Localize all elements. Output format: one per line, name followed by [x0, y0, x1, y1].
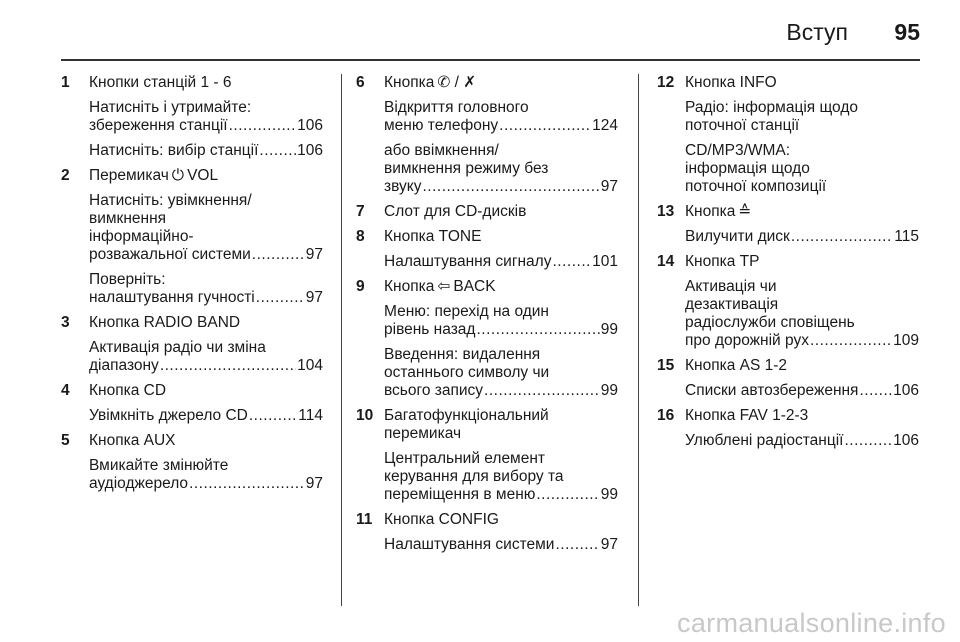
item-description — [685, 99, 919, 135]
page-reference — [384, 382, 618, 400]
reference-text: рівень назад — [384, 321, 476, 338]
item-number: 13 — [657, 203, 675, 220]
description-line: Відкриття головного — [384, 99, 529, 116]
reference-text: Вилучити диск — [685, 228, 790, 245]
item-title — [384, 228, 618, 246]
watermark[interactable]: carmanualsonline.info — [677, 608, 946, 638]
reference-text: меню телефону — [384, 117, 499, 134]
page-reference — [89, 407, 323, 425]
item-description — [89, 99, 323, 135]
description-line: радіослужби сповіщень — [685, 314, 855, 331]
legend-item — [657, 407, 919, 450]
item-number: 10 — [356, 407, 374, 424]
legend-item — [356, 511, 618, 554]
item-description — [89, 339, 323, 375]
item-title-suffix: BACK — [453, 278, 496, 295]
item-description — [384, 346, 618, 400]
reference-page[interactable]: 97 — [600, 536, 618, 553]
legend-item — [657, 203, 919, 246]
description-line: Натисніть і утримайте: — [89, 99, 252, 116]
description-line: інформаційно- — [89, 228, 194, 245]
legend-item — [61, 74, 323, 160]
description-line: CD/MP3/WMA: — [685, 142, 791, 159]
item-description — [89, 192, 323, 264]
page-reference — [685, 332, 919, 350]
page-reference — [384, 486, 618, 504]
section-title: Вступ — [786, 19, 848, 45]
item-number: 6 — [356, 74, 365, 91]
item-description — [685, 432, 919, 450]
leader-dots — [810, 332, 892, 350]
item-title — [89, 432, 323, 450]
back-arrow-icon: ⇦ — [437, 278, 451, 295]
item-title-text: Кнопка — [384, 278, 435, 295]
item-title — [685, 407, 919, 425]
leader-dots — [229, 117, 297, 135]
item-title-text: Кнопка TP — [685, 253, 760, 270]
description-line: Поверніть: — [89, 271, 166, 288]
reference-text: про дорожній рух — [685, 332, 809, 349]
item-description — [685, 382, 919, 400]
legend-item — [657, 253, 919, 350]
leader-dots — [256, 289, 305, 307]
leader-dots — [259, 142, 296, 160]
reference-text: налаштування гучності — [89, 289, 255, 306]
item-description — [384, 536, 618, 554]
item-title — [685, 253, 919, 271]
reference-page[interactable]: 106 — [297, 142, 323, 159]
item-title-text: Кнопка FAV 1-2-3 — [685, 407, 809, 424]
item-title — [384, 74, 618, 92]
item-description — [384, 303, 618, 339]
leader-dots — [552, 253, 591, 271]
item-number: 11 — [356, 511, 373, 528]
item-title — [685, 203, 919, 221]
page-reference — [384, 117, 618, 135]
column-divider — [638, 74, 639, 606]
item-title — [384, 511, 618, 529]
eject-icon: ≙ — [738, 203, 752, 220]
item-description — [384, 142, 618, 196]
description-line: дезактивація — [685, 296, 779, 313]
description-line: Натисніть: увімкнення/ — [89, 192, 252, 209]
reference-text: Улюблені радіостанції — [685, 432, 844, 449]
description-line: Меню: перехід на один — [384, 303, 549, 320]
reference-text: Налаштування системи — [384, 536, 555, 553]
leader-dots — [189, 475, 305, 493]
page-reference — [384, 536, 618, 554]
leader-dots — [791, 228, 893, 246]
item-number: 9 — [356, 278, 365, 295]
legend-item — [356, 228, 618, 271]
description-line: інформація щодо — [685, 160, 810, 177]
reference-page[interactable]: 97 — [305, 246, 323, 263]
leader-dots — [476, 321, 599, 339]
item-title-text: Кнопка INFO — [685, 74, 777, 91]
leader-dots — [499, 117, 591, 135]
item-title-text: Кнопка AUX — [89, 432, 176, 449]
page-reference — [89, 246, 323, 264]
item-title-line: Багатофункціональний — [384, 407, 549, 424]
item-number: 15 — [657, 357, 675, 374]
reference-page[interactable]: 99 — [600, 486, 618, 503]
leader-dots — [422, 178, 599, 196]
reference-text: збереження станції — [89, 117, 228, 134]
reference-page[interactable]: 104 — [297, 357, 323, 374]
reference-page[interactable]: 106 — [893, 382, 919, 399]
reference-page[interactable]: 97 — [305, 289, 323, 306]
reference-page[interactable]: 99 — [600, 382, 618, 399]
page-reference — [89, 289, 323, 307]
page-reference — [384, 253, 618, 271]
item-title-line: перемикач — [384, 425, 462, 442]
item-title-text: Перемикач — [89, 167, 169, 184]
item-description — [89, 142, 323, 160]
item-title-text: Кнопка TONE — [384, 228, 482, 245]
legend-item — [356, 407, 618, 504]
reference-page[interactable]: 124 — [592, 117, 618, 134]
reference-text: переміщення в меню — [384, 486, 536, 503]
page-reference — [685, 432, 919, 450]
column-divider — [341, 74, 342, 606]
leader-dots — [536, 486, 599, 504]
description-line: поточної станції — [685, 117, 800, 134]
description-line: останнього символу чи — [384, 364, 550, 381]
item-title — [89, 382, 323, 400]
item-title — [685, 357, 919, 375]
item-number: 2 — [61, 167, 70, 184]
page-reference — [384, 178, 618, 196]
item-description — [685, 278, 919, 350]
item-title — [89, 314, 323, 332]
power-icon: ⏻ — [171, 167, 185, 184]
reference-page[interactable]: 109 — [893, 332, 919, 349]
header-divider — [61, 59, 920, 61]
legend-item — [61, 314, 323, 375]
item-number: 1 — [61, 74, 70, 91]
item-title-text: Кнопка CONFIG — [384, 511, 499, 528]
reference-text: звуку — [384, 178, 422, 195]
column-1 — [61, 74, 323, 500]
page-number: 95 — [894, 19, 920, 45]
item-title-suffix: VOL — [187, 167, 219, 184]
description-line: Центральний елемент — [384, 450, 545, 467]
reference-page[interactable]: 106 — [297, 117, 323, 134]
page-reference — [685, 382, 919, 400]
item-number: 12 — [657, 74, 675, 91]
item-title-text: Кнопка — [685, 203, 736, 220]
reference-text: всього запису — [384, 382, 484, 399]
description-line: вимкнення — [89, 210, 167, 227]
reference-text: Увімкніть джерело CD — [89, 407, 248, 424]
item-description — [89, 407, 323, 425]
reference-page[interactable]: 99 — [600, 321, 618, 338]
item-number: 8 — [356, 228, 365, 245]
page-reference — [384, 321, 618, 339]
description-line: або ввімкнення/ — [384, 142, 499, 159]
legend-item — [61, 167, 323, 307]
reference-page[interactable]: 106 — [893, 432, 919, 449]
leader-dots — [484, 382, 600, 400]
item-description — [685, 228, 919, 246]
page-reference — [89, 475, 323, 493]
item-title — [384, 203, 618, 221]
description-line: Активація чи — [685, 278, 777, 295]
item-title-text: Слот для CD-дисків — [384, 203, 527, 220]
item-description — [384, 253, 618, 271]
item-title-text: Кнопка RADIO BAND — [89, 314, 241, 331]
reference-text: розважальної системи — [89, 246, 251, 263]
item-title-text: Кнопки станцій 1 - 6 — [89, 74, 232, 91]
page-reference — [89, 357, 323, 375]
leader-dots — [252, 246, 305, 264]
description-line: Активація радіо чи зміна — [89, 339, 266, 356]
item-description — [685, 142, 919, 196]
item-title — [384, 407, 618, 443]
leader-dots — [160, 357, 296, 375]
item-number: 16 — [657, 407, 675, 424]
item-description — [384, 450, 618, 504]
reference-text: діапазону — [89, 357, 159, 374]
page-reference — [685, 228, 919, 246]
legend-item — [61, 382, 323, 425]
reference-text: Налаштування сигналу — [384, 253, 552, 270]
item-number: 4 — [61, 382, 70, 399]
description-line: Вмикайте змінюйте — [89, 457, 229, 474]
legend-item — [356, 74, 618, 196]
item-description — [89, 271, 323, 307]
item-title-text: Кнопка — [384, 74, 435, 91]
item-number: 5 — [61, 432, 70, 449]
column-2 — [356, 74, 618, 561]
legend-item — [657, 357, 919, 400]
legend-item — [356, 203, 618, 221]
page-reference — [89, 142, 323, 160]
item-number: 3 — [61, 314, 70, 331]
item-title-text: Кнопка CD — [89, 382, 167, 399]
item-title — [89, 74, 323, 92]
reference-text: Натисніть: вибір станції — [89, 142, 259, 159]
reference-page[interactable]: 115 — [894, 228, 919, 245]
leader-dots — [859, 382, 892, 400]
legend-item — [657, 74, 919, 196]
page-header — [0, 0, 960, 62]
description-line: Введення: видалення — [384, 346, 541, 363]
phone-mute-icon: ✆ / ✗ — [437, 74, 477, 91]
reference-page[interactable]: 114 — [298, 407, 323, 424]
item-title-text: Кнопка AS 1-2 — [685, 357, 788, 374]
column-3 — [657, 74, 919, 457]
item-number: 14 — [657, 253, 675, 270]
reference-text: аудіоджерело — [89, 475, 189, 492]
reference-page[interactable]: 97 — [600, 178, 618, 195]
leader-dots — [555, 536, 599, 554]
legend-item — [356, 278, 618, 400]
leader-dots — [249, 407, 297, 425]
description-line: керування для вибору та — [384, 468, 564, 485]
reference-page[interactable]: 101 — [592, 253, 618, 270]
item-number: 7 — [356, 203, 365, 220]
description-line: поточної композиції — [685, 178, 827, 195]
reference-text: Списки автозбереження — [685, 382, 859, 399]
description-line: вимкнення режиму без — [384, 160, 549, 177]
item-title — [685, 74, 919, 92]
description-line: Радіо: інформація щодо — [685, 99, 858, 116]
reference-page[interactable]: 97 — [305, 475, 323, 492]
item-description — [384, 99, 618, 135]
legend-item — [61, 432, 323, 493]
item-title — [89, 167, 323, 185]
page-reference — [89, 117, 323, 135]
item-description — [89, 457, 323, 493]
item-title — [384, 278, 618, 296]
leader-dots — [844, 432, 892, 450]
